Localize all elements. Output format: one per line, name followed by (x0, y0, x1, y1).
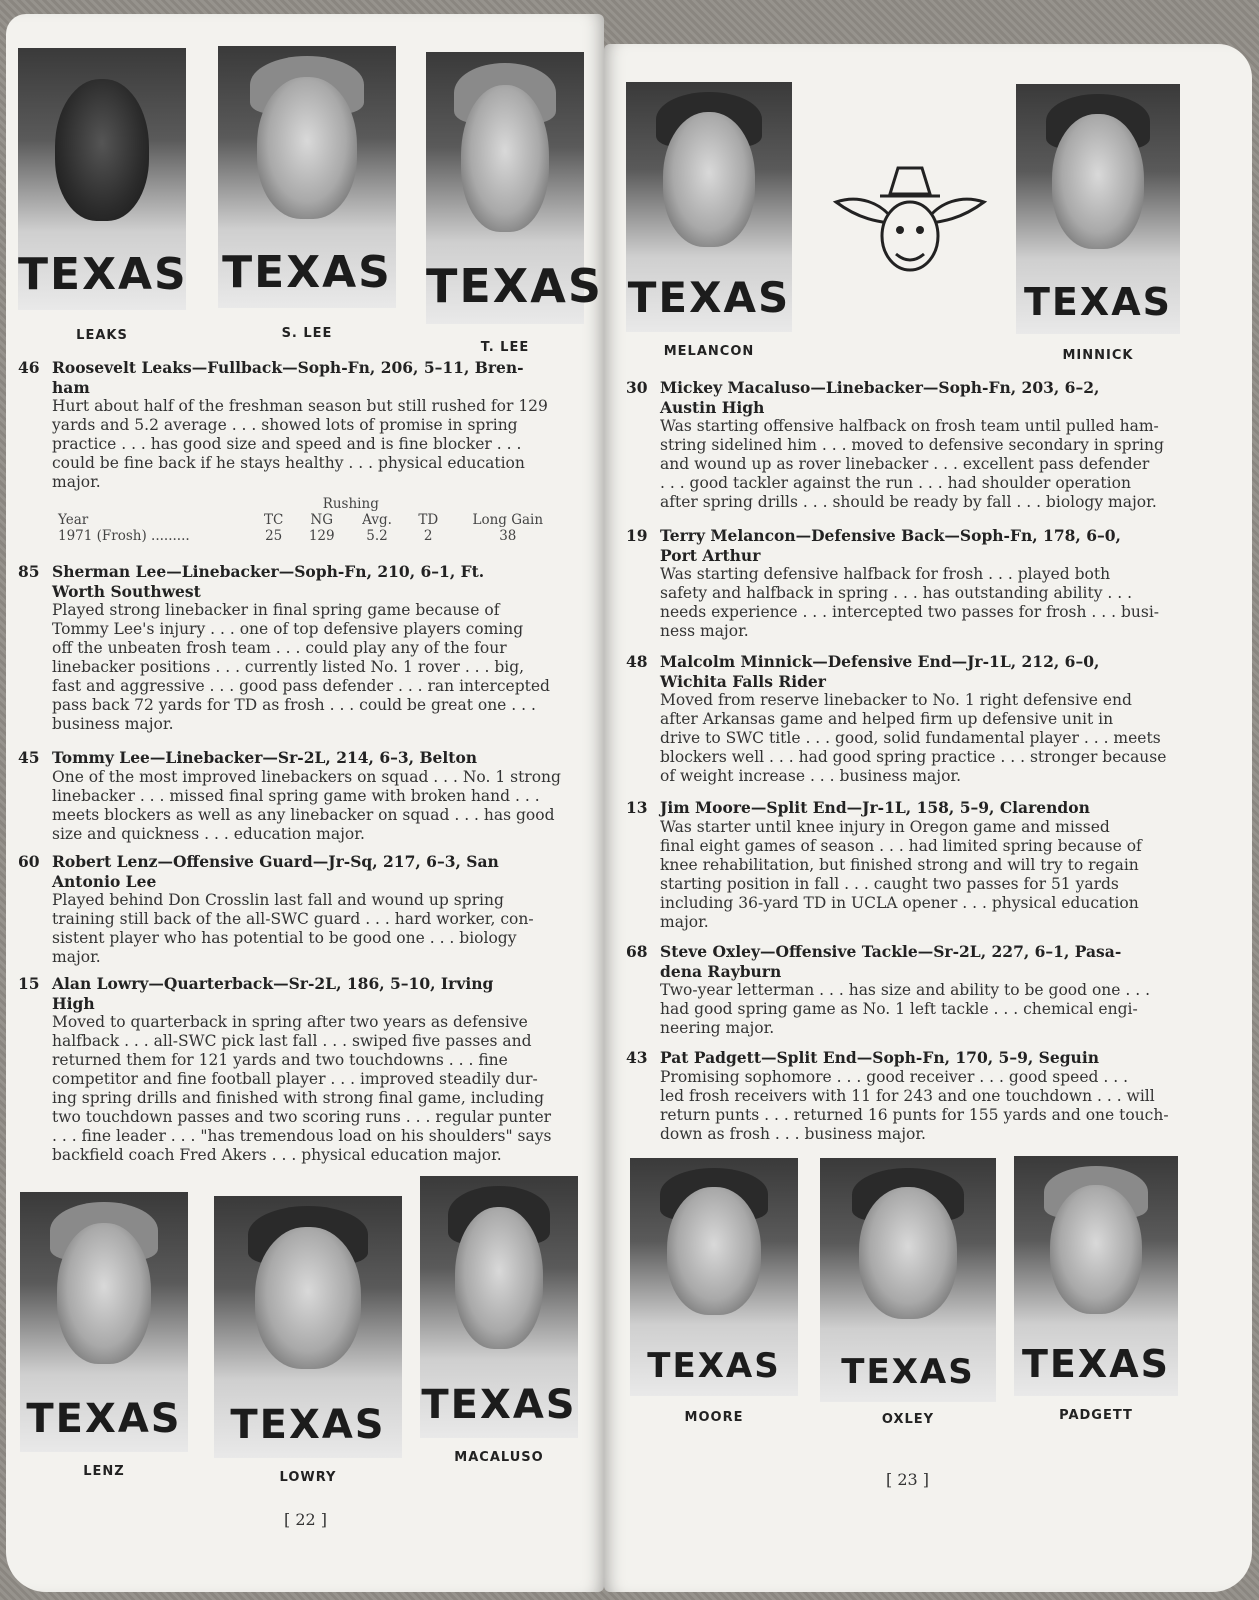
bio-body (18, 891, 590, 967)
bio-line: Was starter until knee injury in Oregon game and missed (660, 818, 1110, 836)
bio-line: returned them for 121 yards and two touchdowns . . . fine (52, 1051, 508, 1069)
bio-headline-cont: Wichita Falls Rider (660, 672, 826, 691)
bio-line: major. (660, 913, 709, 931)
bio-line: starting position in fall . . . caught two passes for 51 yards (660, 875, 1119, 893)
bio-headline: Robert Lenz—Offensive Guard—Jr-Sq, 217, 6–3, San (52, 852, 499, 871)
bio-line: size and quickness . . . education major. (52, 825, 365, 843)
bio-body (626, 818, 1238, 932)
bio-line: Tommy Lee's injury . . . one of top defensive players coming (52, 620, 524, 638)
bio-body (626, 1068, 1238, 1144)
stats-cell: 2 (423, 528, 433, 544)
bio-line: linebacker . . . missed final spring game with broken hand . . . (52, 787, 540, 805)
bio-terry-melancon (626, 526, 1238, 641)
stats-header: TD (418, 512, 439, 528)
jersey-number: 43 (626, 1048, 648, 1067)
stats-header: TC (263, 512, 284, 528)
jersey-text: TEXAS (426, 259, 603, 314)
longhorn-mascot-svg (830, 154, 990, 284)
bio-line: safety and halfback in spring . . . has outstanding ability . . . (660, 584, 1133, 602)
bio-line: halfback . . . all-SWC pick last fall . . . swiped five passes and (52, 1032, 532, 1050)
jersey-number: 48 (626, 652, 648, 671)
stats-cell: 38 (499, 528, 517, 544)
bio-headline: Terry Melancon—Defensive Back—Soph-Fn, 178, 6–0, (660, 526, 1121, 545)
bio-line: backfield coach Fred Akers . . . physical education major. (52, 1146, 502, 1164)
bio-line: business major. (52, 715, 174, 733)
bio-line: Played strong linebacker in final spring game because of (52, 601, 500, 619)
bio-line: Moved from reserve linebacker to No. 1 right defensive end (660, 691, 1132, 709)
bio-line: of weight increase . . . business major. (660, 767, 962, 785)
bio-line: competitor and fine football player . . . improved steadily dur- (52, 1070, 538, 1088)
bio-headline: Roosevelt Leaks—Fullback—Soph-Fn, 206, 5–11, Bren- (52, 358, 524, 377)
bio-robert-lenz (18, 852, 590, 967)
stats-header: Year (58, 512, 89, 528)
face-shape (461, 85, 549, 232)
bio-steve-oxley (626, 942, 1238, 1038)
bio-heading (626, 526, 1238, 546)
bio-line: neering major. (660, 1019, 775, 1037)
jersey-text: TEXAS (1022, 1342, 1170, 1387)
jersey-number: 19 (626, 526, 648, 545)
caption-melancon: MELANCON (663, 344, 755, 359)
jersey-text: TEXAS (841, 1352, 975, 1393)
caption-moore: MOORE (684, 1410, 744, 1425)
bio-heading (18, 852, 590, 872)
bio-headline: Malcolm Minnick—Defensive End—Jr-1L, 212, 6–0, (660, 652, 1100, 671)
jersey-text: TEXAS (222, 246, 392, 298)
jersey-number: 68 (626, 942, 648, 961)
bio-headline-cont: Austin High (660, 398, 765, 417)
bio-heading (626, 378, 1238, 398)
jersey-text: TEXAS (647, 1346, 781, 1387)
bio-line: knee rehabilitation, but finished strong and will try to regain (660, 856, 1139, 874)
jersey-number: 45 (18, 748, 40, 767)
bio-heading (18, 974, 590, 994)
bio-body (18, 601, 590, 734)
bio-line: practice . . . has good size and speed and is fine blocker . . . (52, 435, 522, 453)
bio-line: had good spring game as No. 1 left tackle . . . chemical engi- (660, 1000, 1138, 1018)
caption-oxley: OXLEY (881, 1412, 935, 1427)
bio-roosevelt-leaks (18, 358, 590, 492)
bio-line: two touchdown passes and two scoring runs . . . regular punter (52, 1108, 552, 1126)
caption-lenz: LENZ (83, 1464, 125, 1479)
left-page (6, 14, 604, 1592)
page-number: [ 23 ] (886, 1470, 930, 1489)
bio-line: and wound up as rover linebacker . . . excellent pass defender (660, 455, 1150, 473)
bio-headline-cont: ham (52, 378, 90, 397)
right-page (604, 44, 1252, 1592)
face-shape (667, 1187, 761, 1316)
stats-header: Avg. (362, 512, 392, 528)
bio-alan-lowry (18, 974, 590, 1165)
face-shape (859, 1187, 958, 1319)
jersey-text: TEXAS (18, 248, 188, 300)
bio-headline-cont: dena Rayburn (660, 962, 782, 981)
bio-line: Two-year letterman . . . has size and ability to be good one . . . (660, 981, 1151, 999)
bio-line: . . . fine leader . . . "has tremendous load on his shoulders" says (52, 1127, 552, 1145)
bio-headline-cont: Antonio Lee (52, 872, 157, 891)
photo-melancon (626, 82, 792, 332)
bio-line: Was starting offensive halfback on frosh team until pulled ham- (660, 417, 1159, 435)
bio-line: pass back 72 yards for TD as frosh . . . could be great one . . . (52, 696, 536, 714)
bio-headline: Sherman Lee—Linebacker—Soph-Fn, 210, 6–1, Ft. (52, 562, 485, 581)
bio-line: ing spring drills and finished with strong final game, including (52, 1089, 545, 1107)
face-shape (255, 1227, 360, 1368)
bio-heading (18, 562, 590, 582)
stats-group-label: Rushing (322, 496, 379, 512)
bio-headline-cont: Port Arthur (660, 546, 761, 565)
face-shape (57, 1223, 151, 1363)
bio-line: major. (52, 948, 101, 966)
caption-t-lee: T. LEE (480, 340, 530, 355)
bio-heading (18, 358, 590, 378)
jersey-number: 13 (626, 798, 648, 817)
longhorn-mascot-icon (830, 154, 990, 284)
bio-line: drive to SWC title . . . good, solid fundamental player . . . meets (660, 729, 1161, 747)
rushing-stats-table (52, 496, 582, 544)
bio-mickey-macaluso (626, 378, 1238, 512)
bio-jim-moore (626, 798, 1238, 932)
bio-headline: Steve Oxley—Offensive Tackle—Sr-2L, 227, 6–1, Pasa- (660, 942, 1122, 961)
photo-s-lee (218, 46, 396, 308)
bio-line: Hurt about half of the freshman season but still rushed for 129 (52, 397, 548, 415)
jersey-number: 46 (18, 358, 40, 377)
bio-line: Played behind Don Crosslin last fall and wound up spring (52, 891, 504, 909)
jersey-text: TEXAS (1024, 280, 1172, 324)
caption-padgett: PADGETT (1059, 1408, 1133, 1423)
caption-macaluso: MACALUSO (454, 1450, 544, 1465)
bio-line: string sidelined him . . . moved to defensive secondary in spring (660, 436, 1164, 454)
photo-minnick (1016, 84, 1180, 334)
stats-cell: 5.2 (366, 528, 388, 544)
bio-line: Moved to quarterback in spring after two years as defensive (52, 1013, 528, 1031)
bio-malcolm-minnick (626, 652, 1238, 786)
bio-body (626, 417, 1238, 512)
bio-line: could be fine back if he stays healthy . . . physical education (52, 454, 525, 472)
jersey-number: 60 (18, 852, 40, 871)
bio-line: final eight games of season . . . had limited spring because of (660, 837, 1142, 855)
face-shape (455, 1207, 543, 1348)
bio-tommy-lee (18, 748, 590, 844)
jersey-number: 15 (18, 974, 40, 993)
bio-sherman-lee (18, 562, 590, 734)
bio-line: off the unbeaten frosh team . . . could play any of the four (52, 639, 507, 657)
bio-headline: Alan Lowry—Quarterback—Sr-2L, 186, 5–10, Irving (52, 974, 494, 993)
bio-line: Promising sophomore . . . good receiver . . . good speed . . . (660, 1068, 1128, 1086)
bio-pat-padgett (626, 1048, 1238, 1144)
jersey-number: 30 (626, 378, 648, 397)
stats-header: Long Gain (472, 512, 544, 528)
bio-heading (626, 798, 1238, 818)
face-shape (663, 112, 756, 247)
bio-body (18, 768, 590, 844)
bio-heading (626, 652, 1238, 672)
stats-cell: 25 (265, 528, 283, 544)
jersey-text: TEXAS (230, 1401, 386, 1448)
bio-line: fast and aggressive . . . good pass defender . . . ran intercepted (52, 677, 550, 695)
caption-s-lee: S. LEE (281, 326, 333, 341)
bio-headline: Tommy Lee—Linebacker—Sr-2L, 214, 6–3, Belton (52, 748, 478, 767)
bio-heading (626, 942, 1238, 962)
bio-body (626, 981, 1238, 1038)
photo-lowry (214, 1196, 402, 1458)
bio-line: linebacker positions . . . currently listed No. 1 rover . . . big, (52, 658, 525, 676)
bio-headline-cont: Worth Southwest (52, 582, 201, 601)
jersey-text: TEXAS (421, 1381, 577, 1428)
photo-moore (630, 1158, 798, 1396)
bio-line: ness major. (660, 622, 749, 640)
bio-headline-cont: High (52, 994, 95, 1013)
bio-headline: Pat Padgett—Split End—Soph-Fn, 170, 5–9, Seguin (660, 1048, 1099, 1067)
bio-headline: Mickey Macaluso—Linebacker—Soph-Fn, 203, 6–2, (660, 378, 1100, 397)
face-shape (1052, 114, 1144, 249)
photo-padgett (1014, 1156, 1178, 1396)
jersey-text: TEXAS (627, 273, 791, 322)
caption-minnick: MINNICK (1062, 348, 1134, 363)
bio-line: down as frosh . . . business major. (660, 1125, 926, 1143)
bio-heading (626, 1048, 1238, 1068)
bio-line: return punts . . . returned 16 punts for 155 yards and one touch- (660, 1106, 1169, 1124)
bio-line: blockers well . . . had good spring practice . . . stronger because (660, 748, 1167, 766)
bio-line: needs experience . . . intercepted two passes for frosh . . . busi- (660, 603, 1160, 621)
bio-line: . . . good tackler against the run . . . had shoulder operation (660, 474, 1131, 492)
page-number: [ 22 ] (284, 1510, 328, 1529)
face-shape (55, 79, 149, 220)
caption-leaks: LEAKS (76, 328, 128, 343)
stats-cell: 1971 (Frosh) ......... (58, 528, 190, 544)
bio-line: after Arkansas game and helped firm up defensive unit in (660, 710, 1114, 728)
bio-headline: Jim Moore—Split End—Jr-1L, 158, 5–9, Clarendon (660, 798, 1090, 817)
jersey-text: TEXAS (26, 1395, 182, 1442)
stats-header: NG (310, 512, 334, 528)
photo-leaks (18, 48, 186, 310)
bio-body (626, 691, 1238, 786)
bio-heading (18, 748, 590, 768)
face-shape (257, 77, 357, 218)
bio-body (18, 1013, 590, 1165)
bio-line: training still back of the all-SWC guard . . . hard worker, con- (52, 910, 534, 928)
bio-line: sistent player who has potential to be good one . . . biology (52, 929, 517, 947)
caption-lowry: LOWRY (279, 1470, 337, 1485)
bio-line: major. (52, 473, 101, 491)
face-shape (1050, 1185, 1142, 1315)
bio-body (626, 565, 1238, 641)
bio-line: meets blockers as well as any linebacker on squad . . . has good (52, 806, 555, 824)
photo-t-lee (426, 52, 603, 324)
bio-line: Was starting defensive halfback for frosh . . . played both (660, 565, 1111, 583)
bio-line: including 36-yard TD in UCLA opener . . . physical education (660, 894, 1139, 912)
photo-macaluso (420, 1176, 578, 1438)
jersey-number: 85 (18, 562, 40, 581)
photo-oxley (820, 1158, 996, 1402)
bio-line: yards and 5.2 average . . . showed lots of promise in spring (52, 416, 518, 434)
bio-line: One of the most improved linebackers on squad . . . No. 1 strong (52, 768, 561, 786)
bio-line: led frosh receivers with 11 for 243 and one touchdown . . . will (660, 1087, 1155, 1105)
bio-body (18, 397, 590, 492)
photo-lenz (20, 1192, 188, 1452)
stats-cell: 129 (308, 528, 335, 544)
bio-line: after spring drills . . . should be ready by fall . . . biology major. (660, 493, 1157, 511)
